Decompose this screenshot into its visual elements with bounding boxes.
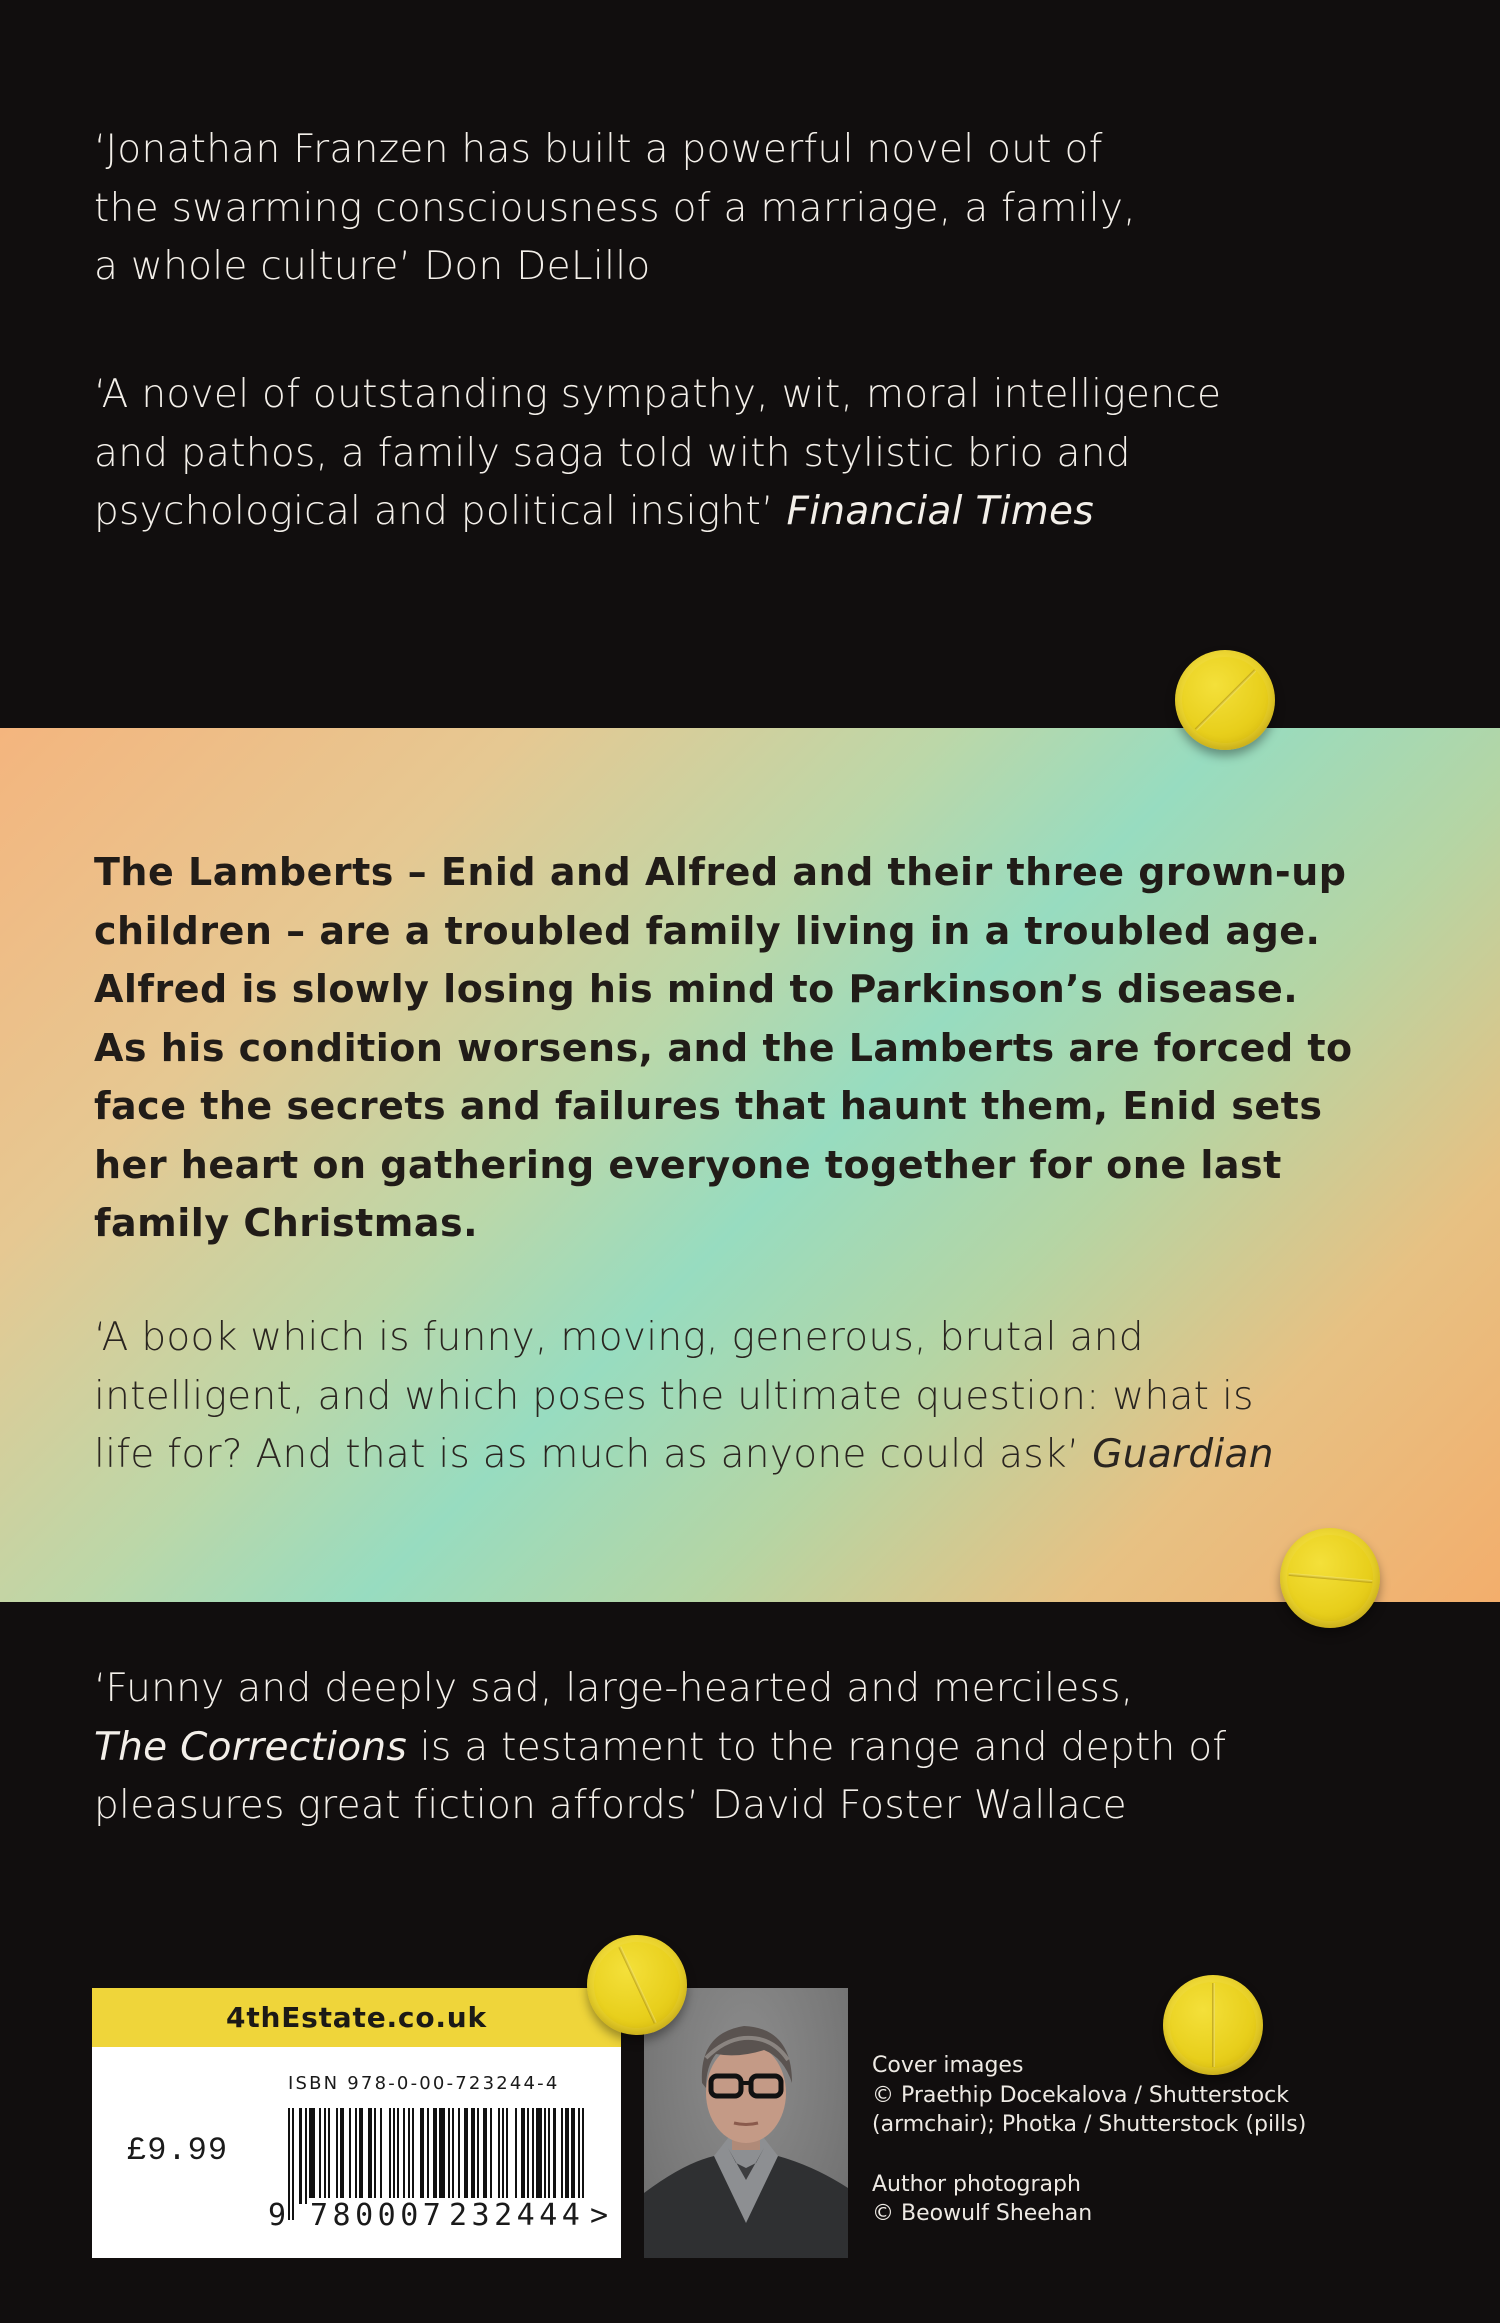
barcode-bar bbox=[328, 2108, 330, 2204]
publisher-website[interactable]: 4thEstate.co.uk bbox=[92, 1988, 621, 2047]
barcode-bar bbox=[397, 2108, 399, 2204]
barcode-bar bbox=[565, 2108, 569, 2204]
quote-guardian bbox=[94, 1309, 1274, 1485]
barcode-bar bbox=[427, 2108, 429, 2204]
barcode-bar bbox=[548, 2108, 550, 2204]
barcode-bar bbox=[309, 2108, 315, 2204]
pill-icon bbox=[1175, 650, 1275, 750]
credits-author-heading: Author photograph bbox=[872, 2171, 1081, 2197]
barcode-bar bbox=[515, 2108, 517, 2204]
quote-line: pleasures great fiction affords’ David Foster Wallace bbox=[94, 1783, 1127, 1828]
barcode-bar bbox=[299, 2108, 303, 2204]
barcode-arrow: > bbox=[590, 2198, 609, 2233]
quote-line: The Corrections is a testament to the range and depth of bbox=[94, 1724, 1227, 1770]
blurb-line: family Christmas. bbox=[94, 1201, 479, 1245]
quote-line: psychological and political insight’ Financial Times bbox=[94, 489, 1094, 534]
image-credits bbox=[872, 2051, 1306, 2229]
barcode-bar bbox=[458, 2108, 460, 2204]
blurb-line: face the secrets and failures that haunt them, Enid sets bbox=[94, 1084, 1323, 1128]
barcode-bar bbox=[477, 2108, 479, 2204]
barcode-bar bbox=[408, 2108, 410, 2204]
barcode-bar bbox=[420, 2108, 424, 2204]
blurb-line: The Lamberts – Enid and Alfred and their three grown-up bbox=[94, 850, 1347, 894]
barcode-bar bbox=[536, 2108, 542, 2204]
barcode-bar bbox=[349, 2108, 351, 2204]
quote-source: Guardian bbox=[1092, 1432, 1274, 1477]
quote-line: the swarming consciousness of a marriage, a family, bbox=[94, 185, 1137, 231]
blurb-line: As his condition worsens, and the Lamberts are forced to bbox=[94, 1025, 1353, 1070]
quote-line: ‘Jonathan Franzen has built a powerful novel out of bbox=[94, 127, 1103, 172]
barcode-bar bbox=[374, 2108, 376, 2204]
barcode-bar bbox=[561, 2108, 563, 2204]
barcode-bar bbox=[532, 2108, 534, 2204]
credits-cover-line: © Praethip Docekalova / Shutterstock bbox=[872, 2082, 1289, 2108]
barcode-bar bbox=[502, 2108, 504, 2204]
quote-source: Financial Times bbox=[786, 489, 1094, 534]
barcode-bar bbox=[490, 2108, 492, 2204]
author-photo bbox=[644, 1988, 848, 2258]
barcode-bar bbox=[471, 2108, 475, 2204]
barcode-bar bbox=[336, 2108, 338, 2204]
quote-line: ‘A book which is funny, moving, generous, brutal and bbox=[94, 1315, 1144, 1360]
blurb-line: Alfred is slowly losing his mind to Parkinson’s disease. bbox=[94, 967, 1299, 1011]
pill-icon bbox=[1163, 1975, 1263, 2075]
barcode-bar bbox=[498, 2108, 500, 2204]
quote-dfw bbox=[94, 1660, 1226, 1836]
barcode-bar bbox=[553, 2108, 557, 2204]
quote-line: ‘A novel of outstanding sympathy, wit, moral intelligence bbox=[94, 372, 1222, 417]
author-portrait-icon bbox=[644, 1988, 848, 2258]
quote-delillo bbox=[94, 121, 1136, 297]
quote-financial-times bbox=[94, 366, 1221, 542]
blurb-line: her heart on gathering everyone together for one last bbox=[94, 1142, 1282, 1187]
barcode-bar bbox=[305, 2108, 307, 2204]
barcode-bar bbox=[288, 2108, 290, 2220]
barcode-bar bbox=[452, 2108, 454, 2204]
barcode-right-digits: 232444 bbox=[449, 2198, 585, 2233]
barcode-lead-digit: 9 bbox=[268, 2198, 287, 2233]
barcode-bar bbox=[506, 2108, 508, 2204]
credits-author-line: © Beowulf Sheehan bbox=[872, 2201, 1093, 2226]
quote-line: and pathos, a family saga told with stylistic brio and bbox=[94, 430, 1131, 476]
quote-line: intelligent, and which poses the ultimate question: what is bbox=[94, 1373, 1254, 1419]
barcode-bar bbox=[368, 2108, 372, 2204]
barcode-bar bbox=[380, 2108, 382, 2204]
barcode-bar bbox=[292, 2108, 294, 2220]
book-blurb bbox=[94, 843, 1353, 1253]
barcode-bar bbox=[527, 2108, 529, 2204]
isbn: ISBN 978-0-00-723244-4 bbox=[288, 2073, 560, 2094]
barcode-bar bbox=[464, 2108, 468, 2204]
barcode-bar bbox=[359, 2108, 363, 2204]
credits-cover-heading: Cover images bbox=[872, 2053, 1024, 2078]
quote-line: ‘Funny and deeply sad, large-hearted and merciless, bbox=[94, 1666, 1134, 1711]
barcode-bar bbox=[393, 2108, 395, 2204]
pill-icon bbox=[1280, 1528, 1380, 1628]
quote-line: a whole culture’ Don DeLillo bbox=[94, 244, 651, 289]
barcode-bar bbox=[544, 2108, 546, 2204]
barcode-bar bbox=[483, 2108, 487, 2204]
price: £9.99 bbox=[127, 2132, 229, 2169]
barcode-bar bbox=[389, 2108, 391, 2204]
book-title: The Corrections bbox=[94, 1724, 408, 1770]
barcode-left-digits: 780007 bbox=[310, 2198, 446, 2233]
quote-line: life for? And that is as much as anyone could ask’ Guardian bbox=[94, 1432, 1274, 1477]
blurb-line: children – are a troubled family living in a troubled age. bbox=[94, 908, 1321, 953]
barcode-bar bbox=[355, 2108, 357, 2204]
barcode-bar bbox=[521, 2108, 525, 2204]
barcode-bar bbox=[403, 2108, 405, 2204]
barcode-bar bbox=[571, 2108, 575, 2204]
credits-cover-line: (armchair); Photka / Shutterstock (pills) bbox=[872, 2112, 1307, 2137]
barcode-bar bbox=[340, 2108, 344, 2204]
barcode-bar bbox=[412, 2108, 414, 2204]
spacer bbox=[872, 2140, 1306, 2170]
barcode-bar bbox=[324, 2108, 326, 2204]
barcode-bar bbox=[448, 2108, 450, 2204]
pill-icon bbox=[587, 1935, 687, 2035]
barcode-bar bbox=[319, 2108, 321, 2204]
